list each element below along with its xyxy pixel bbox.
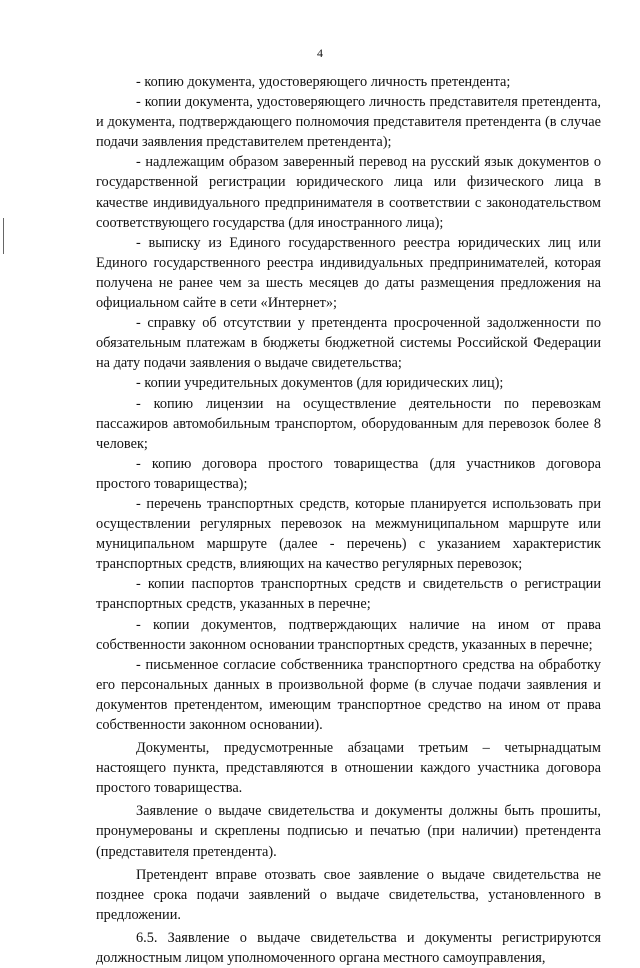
- paragraph-14: Заявление о выдаче свидетельства и документы должны быть прошиты, пронумерованы и скреплены подписью и печатью (при наличии) претендента (представителя претендента).: [96, 803, 601, 860]
- paragraph-6: - копии учредительных документов (для юридических лиц);: [136, 375, 504, 392]
- paragraph-5: - справку об отсутствии у претендента просроченной задолженности по обязательным платежам в бюджеты бюджетной системы Российской Федерации на дату подачи заявления о выдаче свидетельства;: [96, 315, 601, 372]
- page-number: 4: [317, 46, 323, 60]
- paragraph-1: - копию документа, удостоверяющего личность претендента;: [136, 74, 511, 90]
- paragraph-11: - копии документов, подтверждающих наличие на ином от права собственности законном основании транспортных средств, указанных в перечне;: [96, 616, 601, 653]
- paragraph-10: - копии паспортов транспортных средств и свидетельств о регистрации транспортных средств, указанных в перечне;: [96, 576, 601, 613]
- paragraph-7: - копию лицензии на осуществление деятельности по перевозкам пассажиров автомобильным транспортом, оборудованным для перевозок более 8 человек;: [96, 395, 601, 452]
- margin-mark: [3, 218, 4, 254]
- paragraph-8: - копию договора простого товарищества (для участников договора простого товарищества);: [96, 455, 601, 492]
- document-body: [96, 72, 601, 968]
- paragraph-16: 6.5. Заявление о выдаче свидетельства и документы регистрируются должностным лицом уполномоченного органа местного самоуправления,: [96, 929, 601, 967]
- paragraph-2: - копии документа, удостоверяющего личность представителя претендента, и документа, подтверждающего полномочия представителя претендента (в случае подачи заявления представителем претендента);: [96, 94, 601, 151]
- paragraph-3: - надлежащим образом заверенный перевод на русский язык документов о государственной регистрации юридического лица или физического лица в качестве индивидуального предпринимателя в соответствии с законодательством соответствующего государства (для иностранного лица);: [96, 154, 601, 231]
- paragraph-12: - письменное согласие собственника транспортного средства на обработку его персональных данных в произвольной форме (в случае подачи заявления и документов претендентом, имеющим транспортное средство на ином от права собственности законном основании).: [96, 656, 601, 733]
- paragraph-15: Претендент вправе отозвать свое заявление о выдаче свидетельства не позднее срока подачи заявлений о выдаче свидетельства, установленного в предложении.: [96, 866, 601, 923]
- paragraph-13: Документы, предусмотренные абзацами третьим – четырнадцатым настоящего пункта, представляются в отношении каждого участника договора простого товарищества.: [96, 740, 601, 797]
- paragraph-4: - выписку из Единого государственного реестра юридических лиц или Единого государственного реестра индивидуальных предпринимателей, которая получена не ранее чем за шесть месяцев до даты размещения предложения на официальном сайте в сети «Интернет»;: [96, 234, 601, 312]
- paragraph-9: - перечень транспортных средств, которые планируется использовать при осуществлении регулярных перевозок на межмуниципальном маршруте или муниципальном маршруте (далее - перечень) с указанием характеристик транспортных средств, влияющих на качество регулярных перевозок;: [96, 495, 601, 573]
